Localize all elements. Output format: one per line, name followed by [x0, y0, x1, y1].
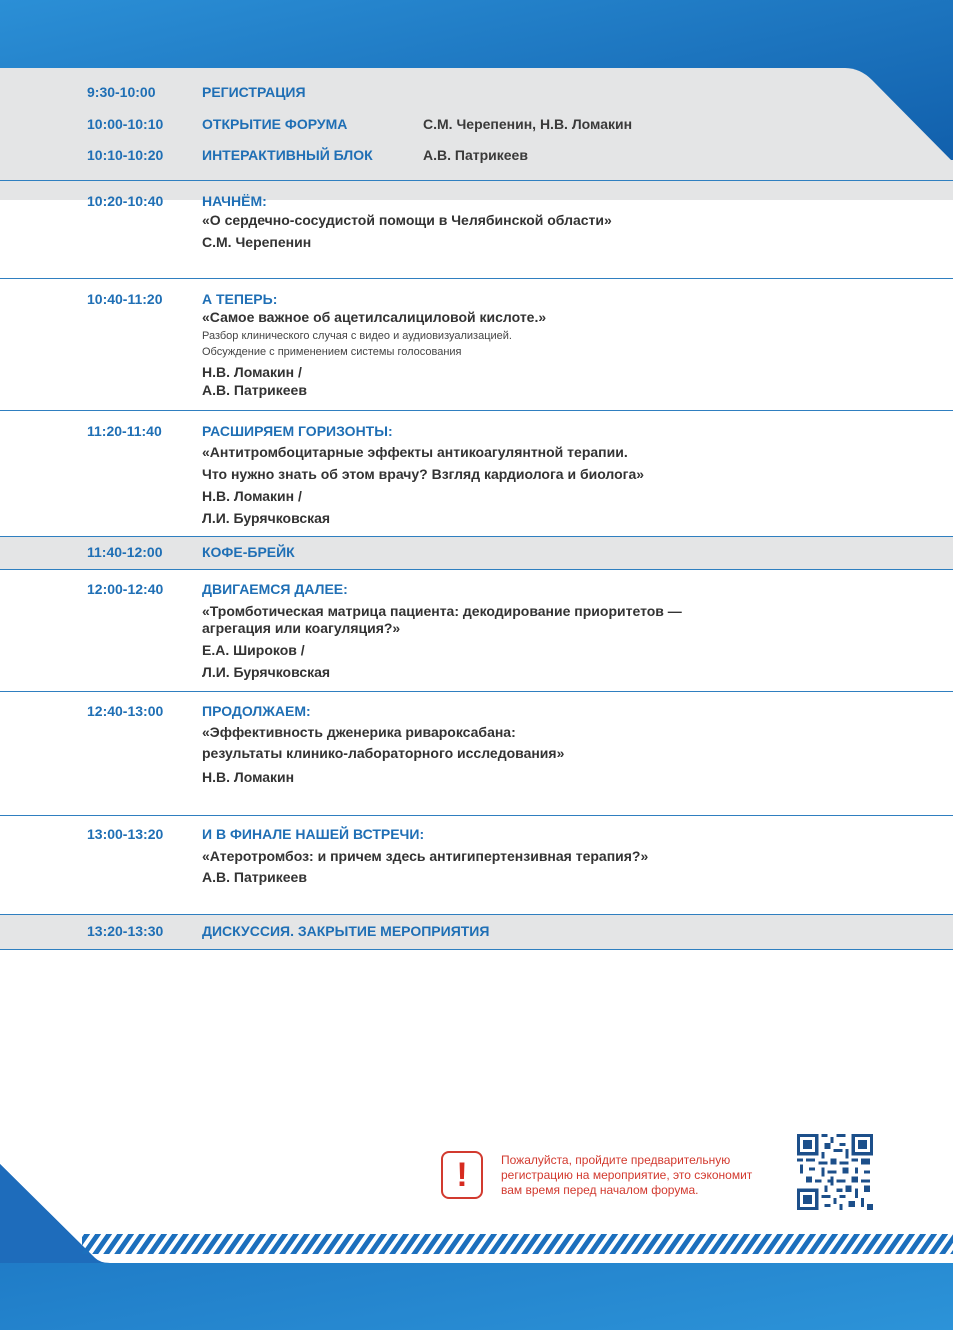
schedule-speaker: Е.А. Широков / [202, 642, 305, 658]
schedule-note: Обсуждение с применением системы голосования [202, 346, 462, 358]
schedule-time: 13:20-13:30 [87, 923, 164, 939]
qr-code-icon[interactable] [797, 1134, 873, 1210]
schedule-time: 10:20-10:40 [87, 193, 164, 209]
schedule-speaker: Л.И. Бурячковская [202, 510, 331, 526]
schedule-title: ДВИГАЕМСЯ ДАЛЕЕ: [202, 581, 348, 597]
schedule-title: НАЧНЁМ: [202, 193, 267, 209]
schedule-note: Разбор клинического случая с видео и аудиовизуализацией. [202, 330, 512, 342]
schedule-topic: «Антитромбоцитарные эффекты антикоагулянтной терапии. [202, 444, 628, 460]
schedule-time: 11:20-11:40 [87, 423, 162, 439]
schedule-title: ПРОДОЛЖАЕМ: [202, 703, 311, 719]
notice-line: Пожалуйста, пройдите предварительную [501, 1153, 731, 1167]
schedule-time: 9:30-10:00 [87, 84, 156, 100]
divider [0, 569, 953, 570]
schedule-topic: результаты клинико-лабораторного исследования» [202, 745, 565, 761]
divider [0, 410, 953, 411]
notice-line: регистрацию на мероприятие, это сэкономит [501, 1168, 753, 1182]
schedule-title: РЕГИСТРАЦИЯ [202, 84, 306, 100]
schedule-title: ИНТЕРАКТИВНЫЙ БЛОК [202, 147, 373, 163]
schedule-speaker: А.В. Патрикеев [423, 147, 528, 163]
divider [0, 278, 953, 279]
divider [0, 914, 953, 915]
schedule-time: 10:00-10:10 [87, 116, 164, 132]
schedule-time: 10:10-10:20 [87, 147, 164, 163]
schedule-speaker: Н.В. Ломакин [202, 769, 295, 785]
registration-notice [501, 1153, 791, 1198]
schedule-topic: агрегация или коагуляция?» [202, 620, 401, 636]
schedule-title: ДИСКУССИЯ. ЗАКРЫТИЕ МЕРОПРИЯТИЯ [202, 923, 490, 939]
schedule-time: 12:40-13:00 [87, 703, 164, 719]
schedule-time: 11:40-12:00 [87, 544, 163, 560]
divider [0, 691, 953, 692]
schedule-time: 13:00-13:20 [87, 826, 164, 842]
schedule-topic: «О сердечно-сосудистой помощи в Челябинской области» [202, 212, 612, 228]
schedule-speaker: А.В. Патрикеев [202, 382, 307, 398]
schedule-speaker: Л.И. Бурячковская [202, 664, 331, 680]
schedule-topic: «Атеротромбоз: и причем здесь антигипертензивная терапия?» [202, 848, 649, 864]
opening-block-bg [0, 160, 953, 180]
schedule-speaker: А.В. Патрикеев [202, 869, 307, 885]
schedule-speaker: Н.В. Ломакин / [202, 488, 302, 504]
schedule-topic: «Самое важное об ацетилсалициловой кислоте.» [202, 309, 547, 325]
divider [0, 536, 953, 537]
divider [0, 949, 953, 950]
schedule-time: 10:40-11:20 [87, 291, 163, 307]
schedule-title: КОФЕ-БРЕЙК [202, 544, 295, 560]
divider [0, 815, 953, 816]
schedule-topic: «Эффективность дженерика ривароксабана: [202, 724, 516, 740]
schedule-title: РАСШИРЯЕМ ГОРИЗОНТЫ: [202, 423, 393, 439]
schedule-speaker: С.М. Черепенин, Н.В. Ломакин [423, 116, 633, 132]
schedule-topic: «Тромботическая матрица пациента: декодирование приоритетов — [202, 603, 682, 619]
schedule-time: 12:00-12:40 [87, 581, 164, 597]
schedule-speaker: Н.В. Ломакин / [202, 364, 302, 380]
schedule-title: И В ФИНАЛЕ НАШЕЙ ВСТРЕЧИ: [202, 826, 425, 842]
divider [0, 180, 953, 181]
schedule-topic: Что нужно знать об этом врачу? Взгляд кардиолога и биолога» [202, 466, 645, 482]
schedule-title: А ТЕПЕРЬ: [202, 291, 278, 307]
schedule-title: ОТКРЫТИЕ ФОРУМА [202, 116, 348, 132]
warning-icon: ! [441, 1151, 483, 1199]
notice-line: вам время перед началом форума. [501, 1183, 699, 1197]
schedule-speaker: С.М. Черепенин [202, 234, 312, 250]
